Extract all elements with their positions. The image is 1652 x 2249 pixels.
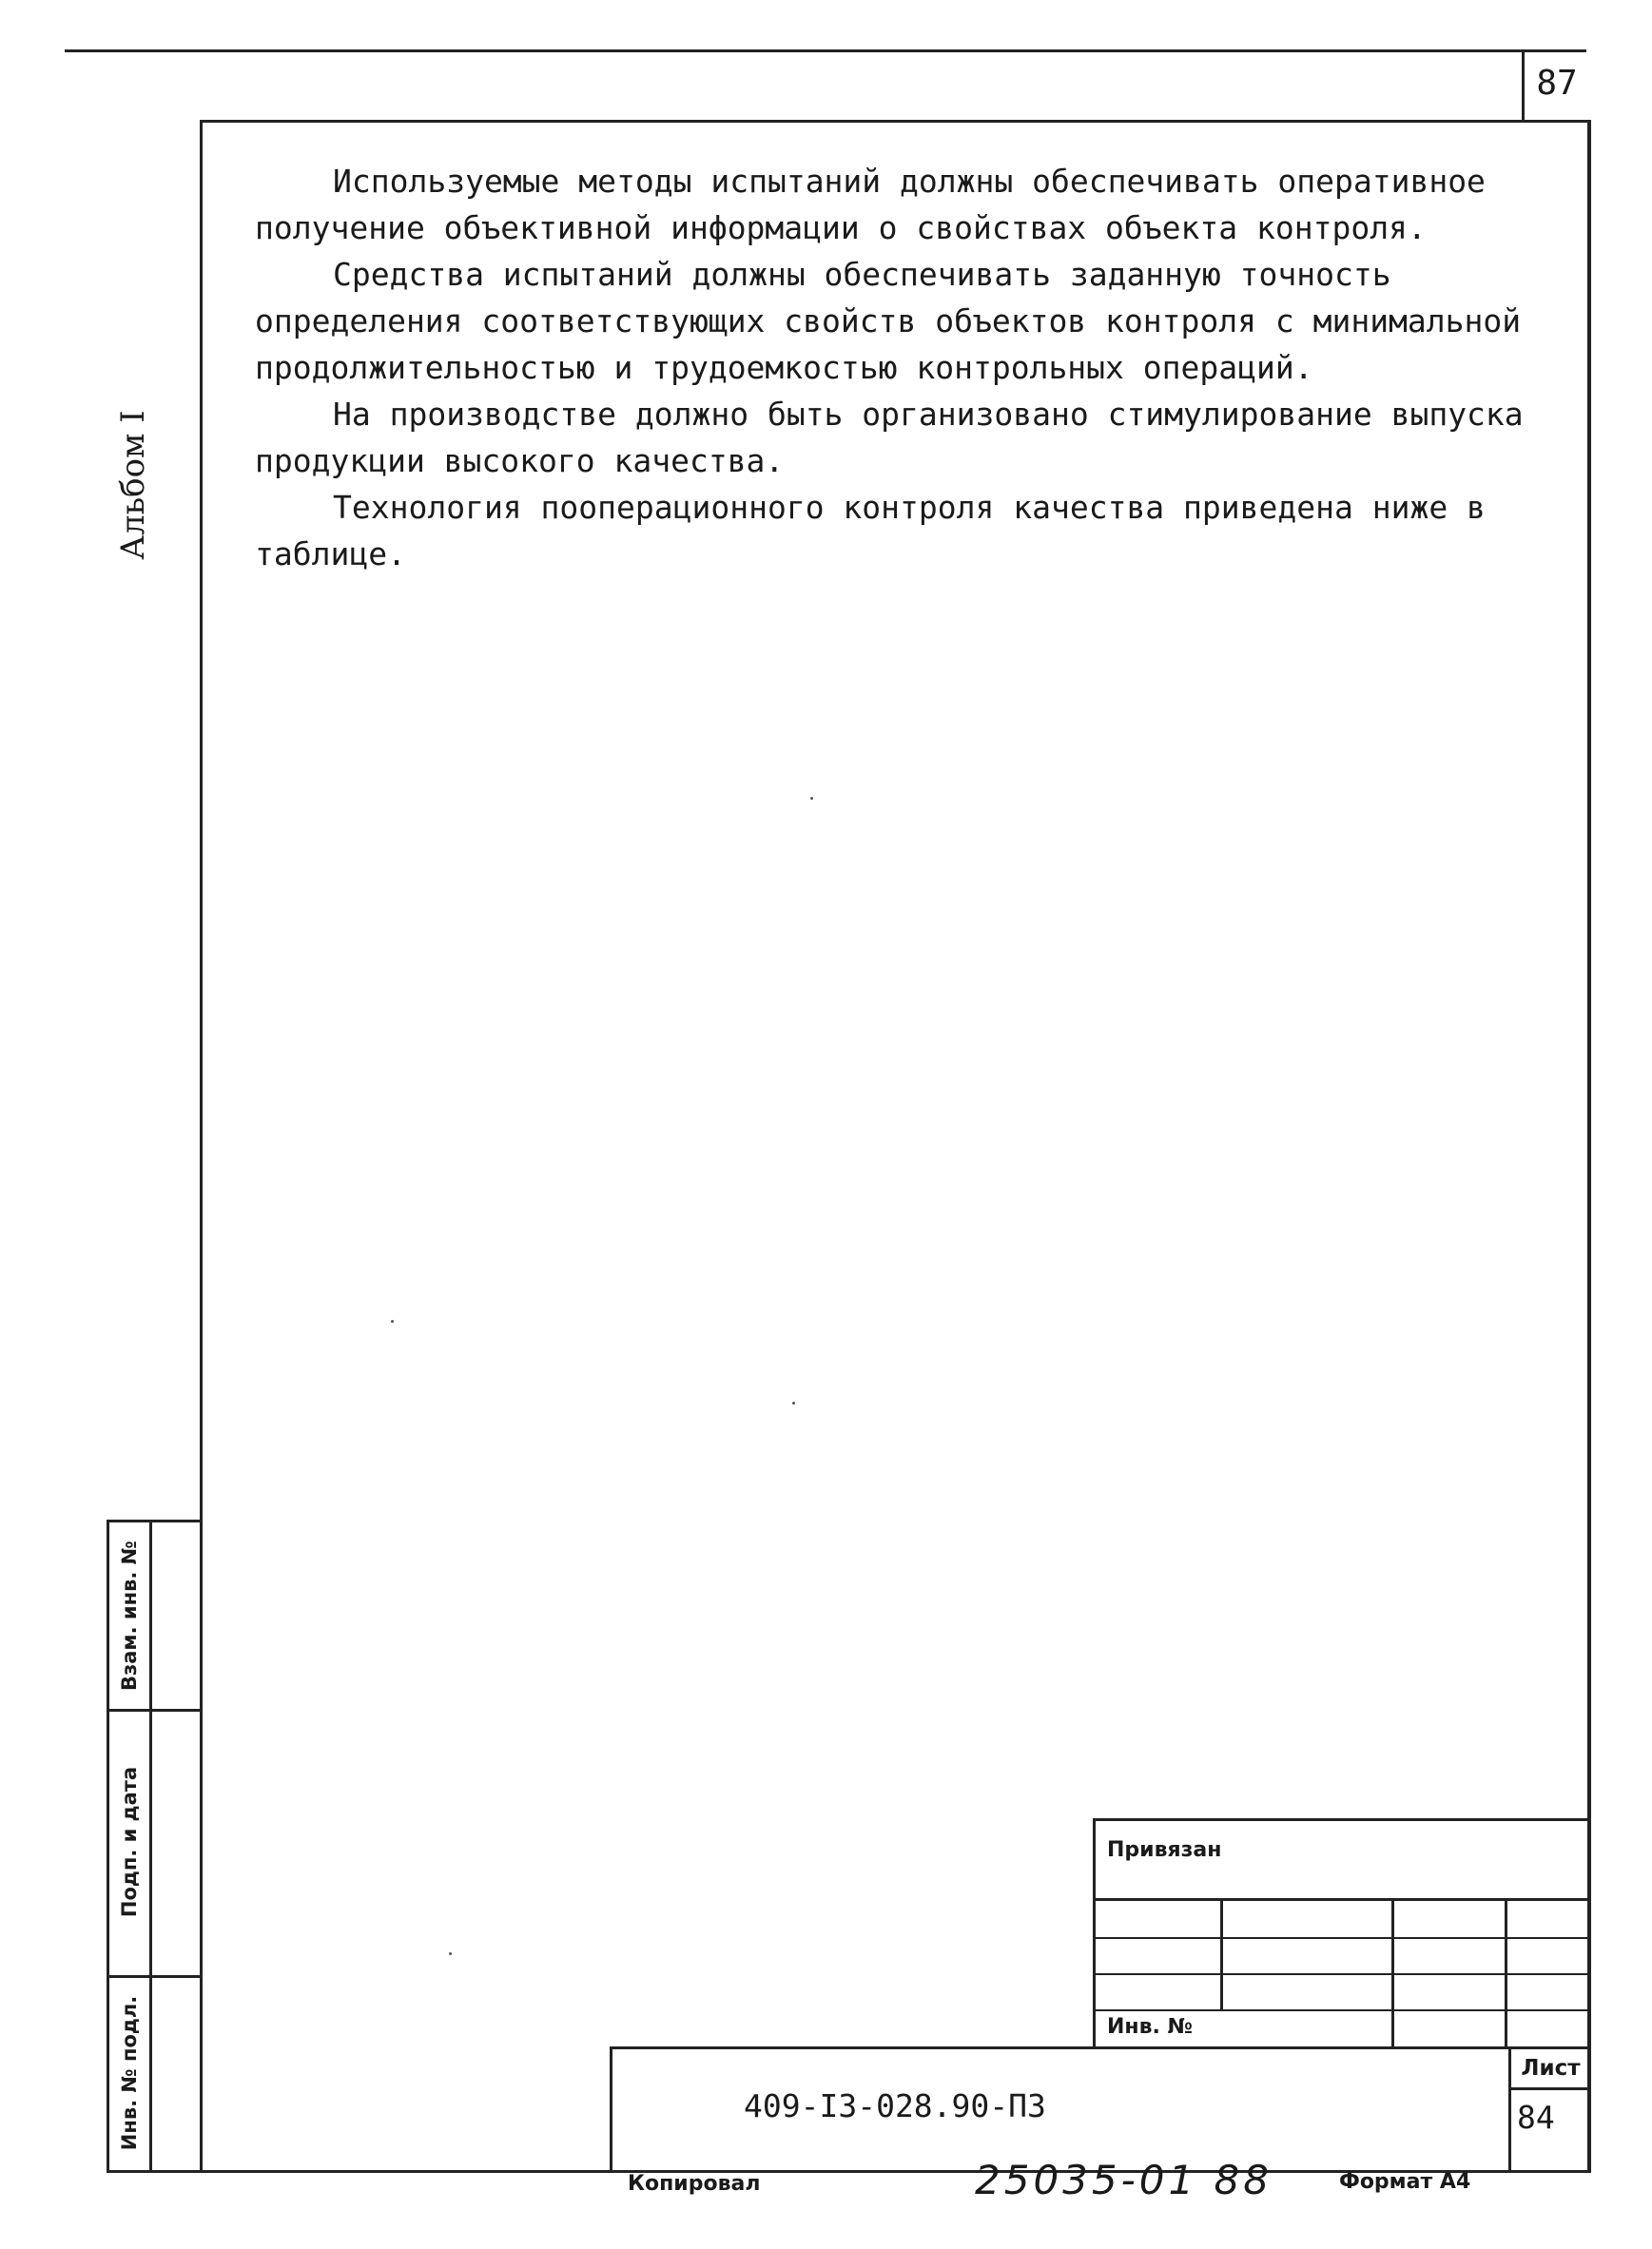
sheet-number: 84 (1517, 2099, 1555, 2136)
kopiroval-label: Копировал (628, 2172, 761, 2196)
scan-speck (449, 1952, 452, 1955)
doc-number: 409-I3-028.90-ПЗ (744, 2087, 1046, 2124)
inv-podl-label: Инв. № подл. (118, 1995, 141, 2150)
handwritten-number: 25035-01 88 (975, 2157, 1273, 2203)
sheet-label: Лист (1511, 2049, 1590, 2090)
vzam-inv-label: Взам. инв. № (118, 1541, 141, 1691)
podp-data-label: Подп. и дата (118, 1766, 141, 1918)
scan-speck (792, 1402, 795, 1405)
title-block-privyazan (1093, 1818, 1587, 1901)
inv-no-label: Инв. № (1107, 2015, 1194, 2039)
paragraph-4: Технология пооперационного контроля качества приведена ниже в таблице. (255, 489, 1486, 572)
side-stamp (107, 1520, 203, 2173)
document-body (255, 158, 1529, 577)
title-block-grid (1093, 1898, 1587, 2049)
paragraph-1: Используемые методы испытаний должны обеспечивать оперативное получение объективной информации о свойствах объекта контроля. (255, 163, 1486, 246)
page-number: 87 (1522, 49, 1589, 123)
format-label: Формат А4 (1339, 2170, 1471, 2194)
privyazan-label: Привязан (1107, 1838, 1222, 1862)
top-rule (65, 49, 1586, 52)
title-block-main (610, 2046, 1587, 2170)
paragraph-2: Средства испытаний должны обеспечивать заданную точность определения соответствующих свойств объектов контроля с минимальной продолжительностью и трудоемкостью контрольных операций. (255, 256, 1522, 386)
album-label: Альбом I (114, 410, 152, 560)
scan-speck (810, 797, 813, 800)
scan-speck (391, 1320, 394, 1323)
paragraph-3: На производстве должно быть организовано стимулирование выпуска продукции высокого качества. (255, 396, 1524, 479)
